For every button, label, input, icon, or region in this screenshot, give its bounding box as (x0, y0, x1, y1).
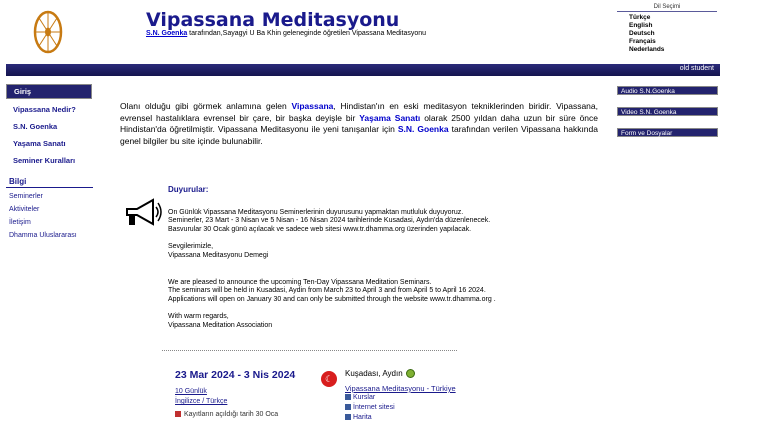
link-aktiviteler[interactable]: Aktiviteler (9, 206, 40, 213)
announcement-line: We are pleased to announce the upcoming Ten-Day Vipassana Meditation Seminars. (168, 278, 432, 286)
link-iletisim[interactable]: İletişim (9, 219, 31, 226)
language-selector (617, 4, 717, 54)
course-type-link[interactable]: 10 Günlük (175, 388, 207, 395)
forms-documents-button[interactable]: Form ve Dosyalar (617, 128, 718, 137)
sidebar (6, 84, 92, 240)
nav-giris[interactable]: Giriş (6, 84, 92, 99)
sidebar-section-title: Bilgi (6, 177, 93, 188)
yasama-sanati-link[interactable]: Yaşama Sanatı (359, 112, 421, 123)
site-title: Vipassana Meditasyonu (146, 9, 400, 31)
nav-sn-goenka[interactable]: S.N. Goenka (13, 122, 58, 131)
courses-link[interactable]: Kurslar (345, 394, 375, 401)
announcements-title: Duyurular: (168, 185, 209, 194)
announcement-line: Seminerler, 23 Mart - 3 Nisan ve 5 Nisan - 16 Nisan 2024 tarihlerinde Kusadasi, Aydın'da düzenlenecek. (168, 217, 491, 225)
announcement-line: On Günlük Vipassana Meditasyonu Seminerlerinin duyurusunu yapmaktan mutluluk duyuyoruz. (168, 208, 464, 216)
turkey-flag-icon: ☾ (321, 371, 337, 387)
website-link[interactable]: İnternet sitesi (345, 404, 395, 411)
nav-yasama-sanati[interactable]: Yaşama Sanatı (13, 139, 66, 148)
audio-goenka-button[interactable]: Audio S.N.Goenka (617, 86, 718, 95)
course-place: Kuşadası, Aydın (345, 369, 415, 378)
announcement-line: Vipassana Meditasyonu Demegi (168, 251, 269, 259)
lang-french[interactable]: Français (629, 38, 656, 45)
goenka-link[interactable]: S.N. Goenka (146, 30, 188, 37)
lang-dutch[interactable]: Nederlands (629, 46, 665, 53)
announcement-line: Basvurular 30 Ocak günü açılacak ve sadece web sitesi www.tr.dhamma.org üzerinden yapılacak. (168, 225, 472, 233)
status-dot-icon (406, 369, 415, 378)
intro-paragraph: Olanı olduğu gibi görmek anlamına gelen Vipassana, Hindistan'ın en eski meditasyon tekniklerinden biridir. Vipassana, evrensel hastalıklara evrensel bir çare, bir başka deyişle bir Yaşama Sanatı olarak 2500 yıldan daha uzun bir süre önce Hindistan'da öğretilmiştir. Vipassana Meditasyonu ile yeni tanışanlar için S.N. Goenka tarafından verilen Vipassana hakkında genel bilgiler bu site içinde bulunabilir. (120, 101, 598, 146)
link-dhamma-uluslararasi[interactable]: Dhamma Uluslararası (9, 232, 77, 239)
map-pin-icon (345, 414, 351, 420)
announcement-line: Applications will open on January 30 and can only be submitted through the website www.tr.dhamma.org . (168, 295, 496, 303)
announcement-line: With warm regards, (168, 313, 229, 321)
map-link[interactable]: Harita (345, 414, 372, 421)
old-student-link[interactable]: old student (679, 65, 714, 72)
vipassana-link[interactable]: Vipassana (291, 101, 334, 111)
site-subtitle: S.N. Goenka tarafından,Sayagyi U Ba Khin geleneginde öğretilen Vipassana Meditasyonu (146, 30, 427, 37)
lang-english[interactable]: English (629, 22, 653, 29)
link-seminerler[interactable]: Seminerler (9, 193, 43, 200)
calendar-icon (345, 394, 351, 400)
nav-vipassana-nedir[interactable]: Vipassana Nedir? (13, 105, 76, 114)
megaphone-icon (123, 197, 163, 229)
dhamma-wheel-logo (33, 9, 63, 55)
video-goenka-button[interactable]: Video S.N. Goenka (617, 107, 718, 116)
language-title: Dil Seçimi (617, 4, 717, 12)
announcement-line: Vipassana Meditation Association (168, 321, 273, 329)
status-square-icon (175, 411, 181, 417)
course-registration: Kayıtların açıldığı tarih 30 Oca (175, 411, 278, 418)
sn-goenka-link[interactable]: S.N. Goenka (397, 124, 449, 134)
course-language-link[interactable]: İngilizce / Türkçe (175, 398, 228, 405)
lang-german[interactable]: Deutsch (629, 30, 655, 37)
center-link[interactable]: Vipassana Meditasyonu - Türkiye (345, 384, 456, 393)
announcements (168, 186, 608, 331)
announcement-line: Sevgilerimizle, (168, 243, 214, 251)
lang-turkish[interactable]: Türkçe (629, 14, 651, 21)
course-date: 23 Mar 2024 - 3 Nis 2024 (175, 369, 296, 381)
nav-seminer-kurallari[interactable]: Seminer Kuralları (13, 156, 76, 165)
home-icon (345, 404, 351, 410)
top-nav-bar (6, 64, 720, 76)
divider (162, 350, 457, 351)
announcement-line: The seminars will be held in Kusadasi, Aydin from March 23 to April 3 and from April 5 to April 16 2024. (168, 287, 486, 295)
